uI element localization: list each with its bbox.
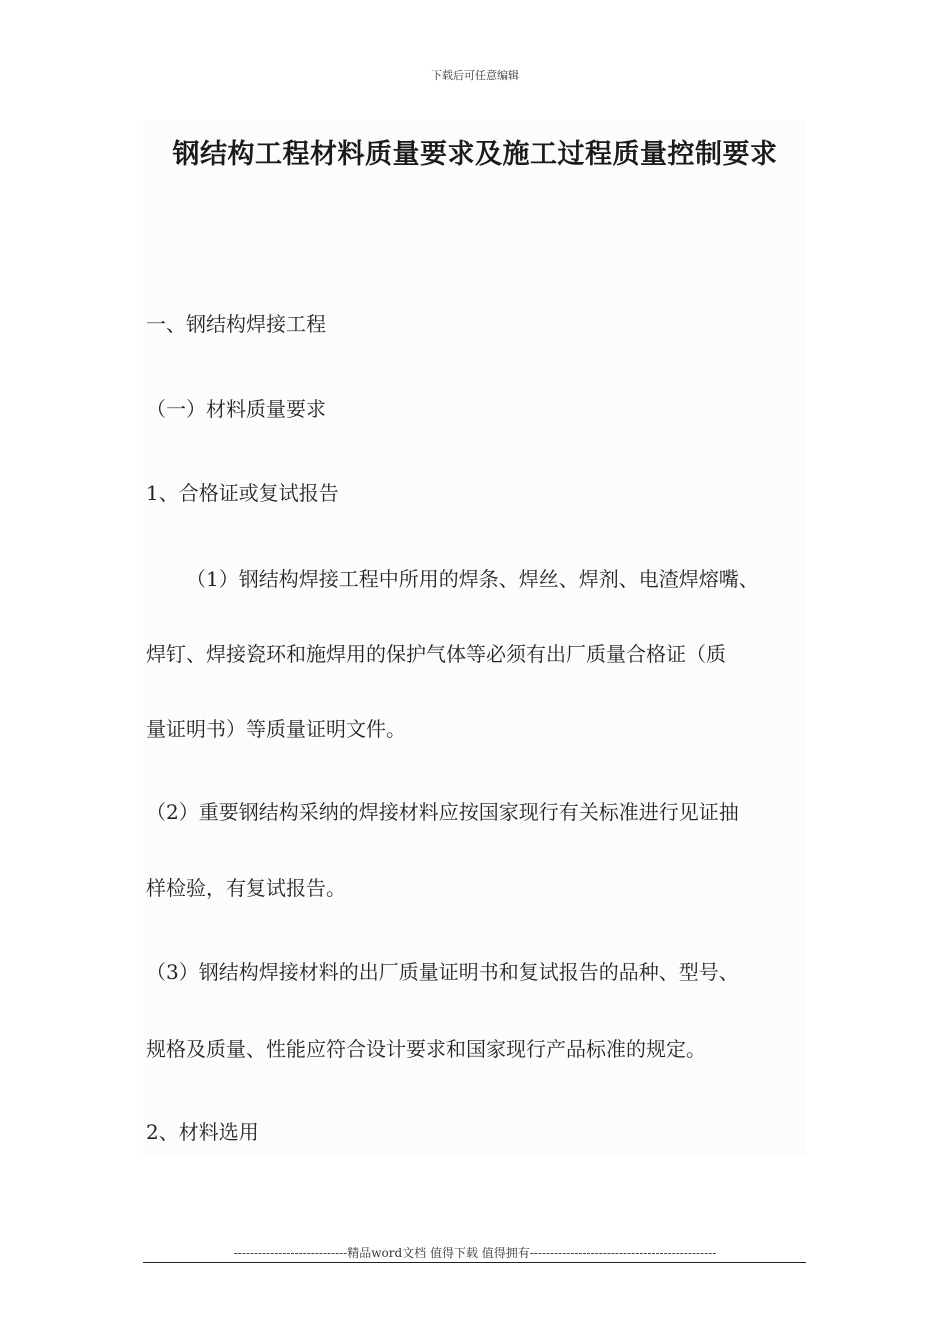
paragraph-line: （2）重要钢结构采纳的焊接材料应按国家现行有关标准进行见证抽 [146, 800, 739, 824]
item-heading: 1、合格证或复试报告 [146, 481, 339, 505]
content-area [143, 120, 806, 1156]
item-heading: 2、材料选用 [146, 1120, 259, 1144]
subsection-heading: （一）材料质量要求 [146, 397, 326, 421]
paragraph-line: 样检验，有复试报告。 [146, 876, 346, 900]
footer-divider [143, 1262, 806, 1263]
page-footer-note: ----------------------------精品word文档 值得下载 值得拥有---------------------------------------------- [233, 1246, 717, 1260]
paragraph-line: 规格及质量、性能应符合设计要求和国家现行产品标准的规定。 [146, 1037, 706, 1061]
paragraph-line: 焊钉、焊接瓷环和施焊用的保护气体等必须有出厂质量合格证（质 [146, 642, 726, 666]
section-heading: 一、钢结构焊接工程 [146, 312, 326, 336]
paragraph-line: 量证明书）等质量证明文件。 [146, 717, 406, 741]
page-header-note: 下载后可任意编辑 [431, 69, 519, 82]
paragraph-line: （1）钢结构焊接工程中所用的焊条、焊丝、焊剂、电渣焊熔嘴、 [186, 567, 759, 591]
paragraph-line: （3）钢结构焊接材料的出厂质量证明书和复试报告的品种、型号、 [146, 960, 739, 984]
document-title: 钢结构工程材料质量要求及施工过程质量控制要求 [172, 139, 778, 170]
